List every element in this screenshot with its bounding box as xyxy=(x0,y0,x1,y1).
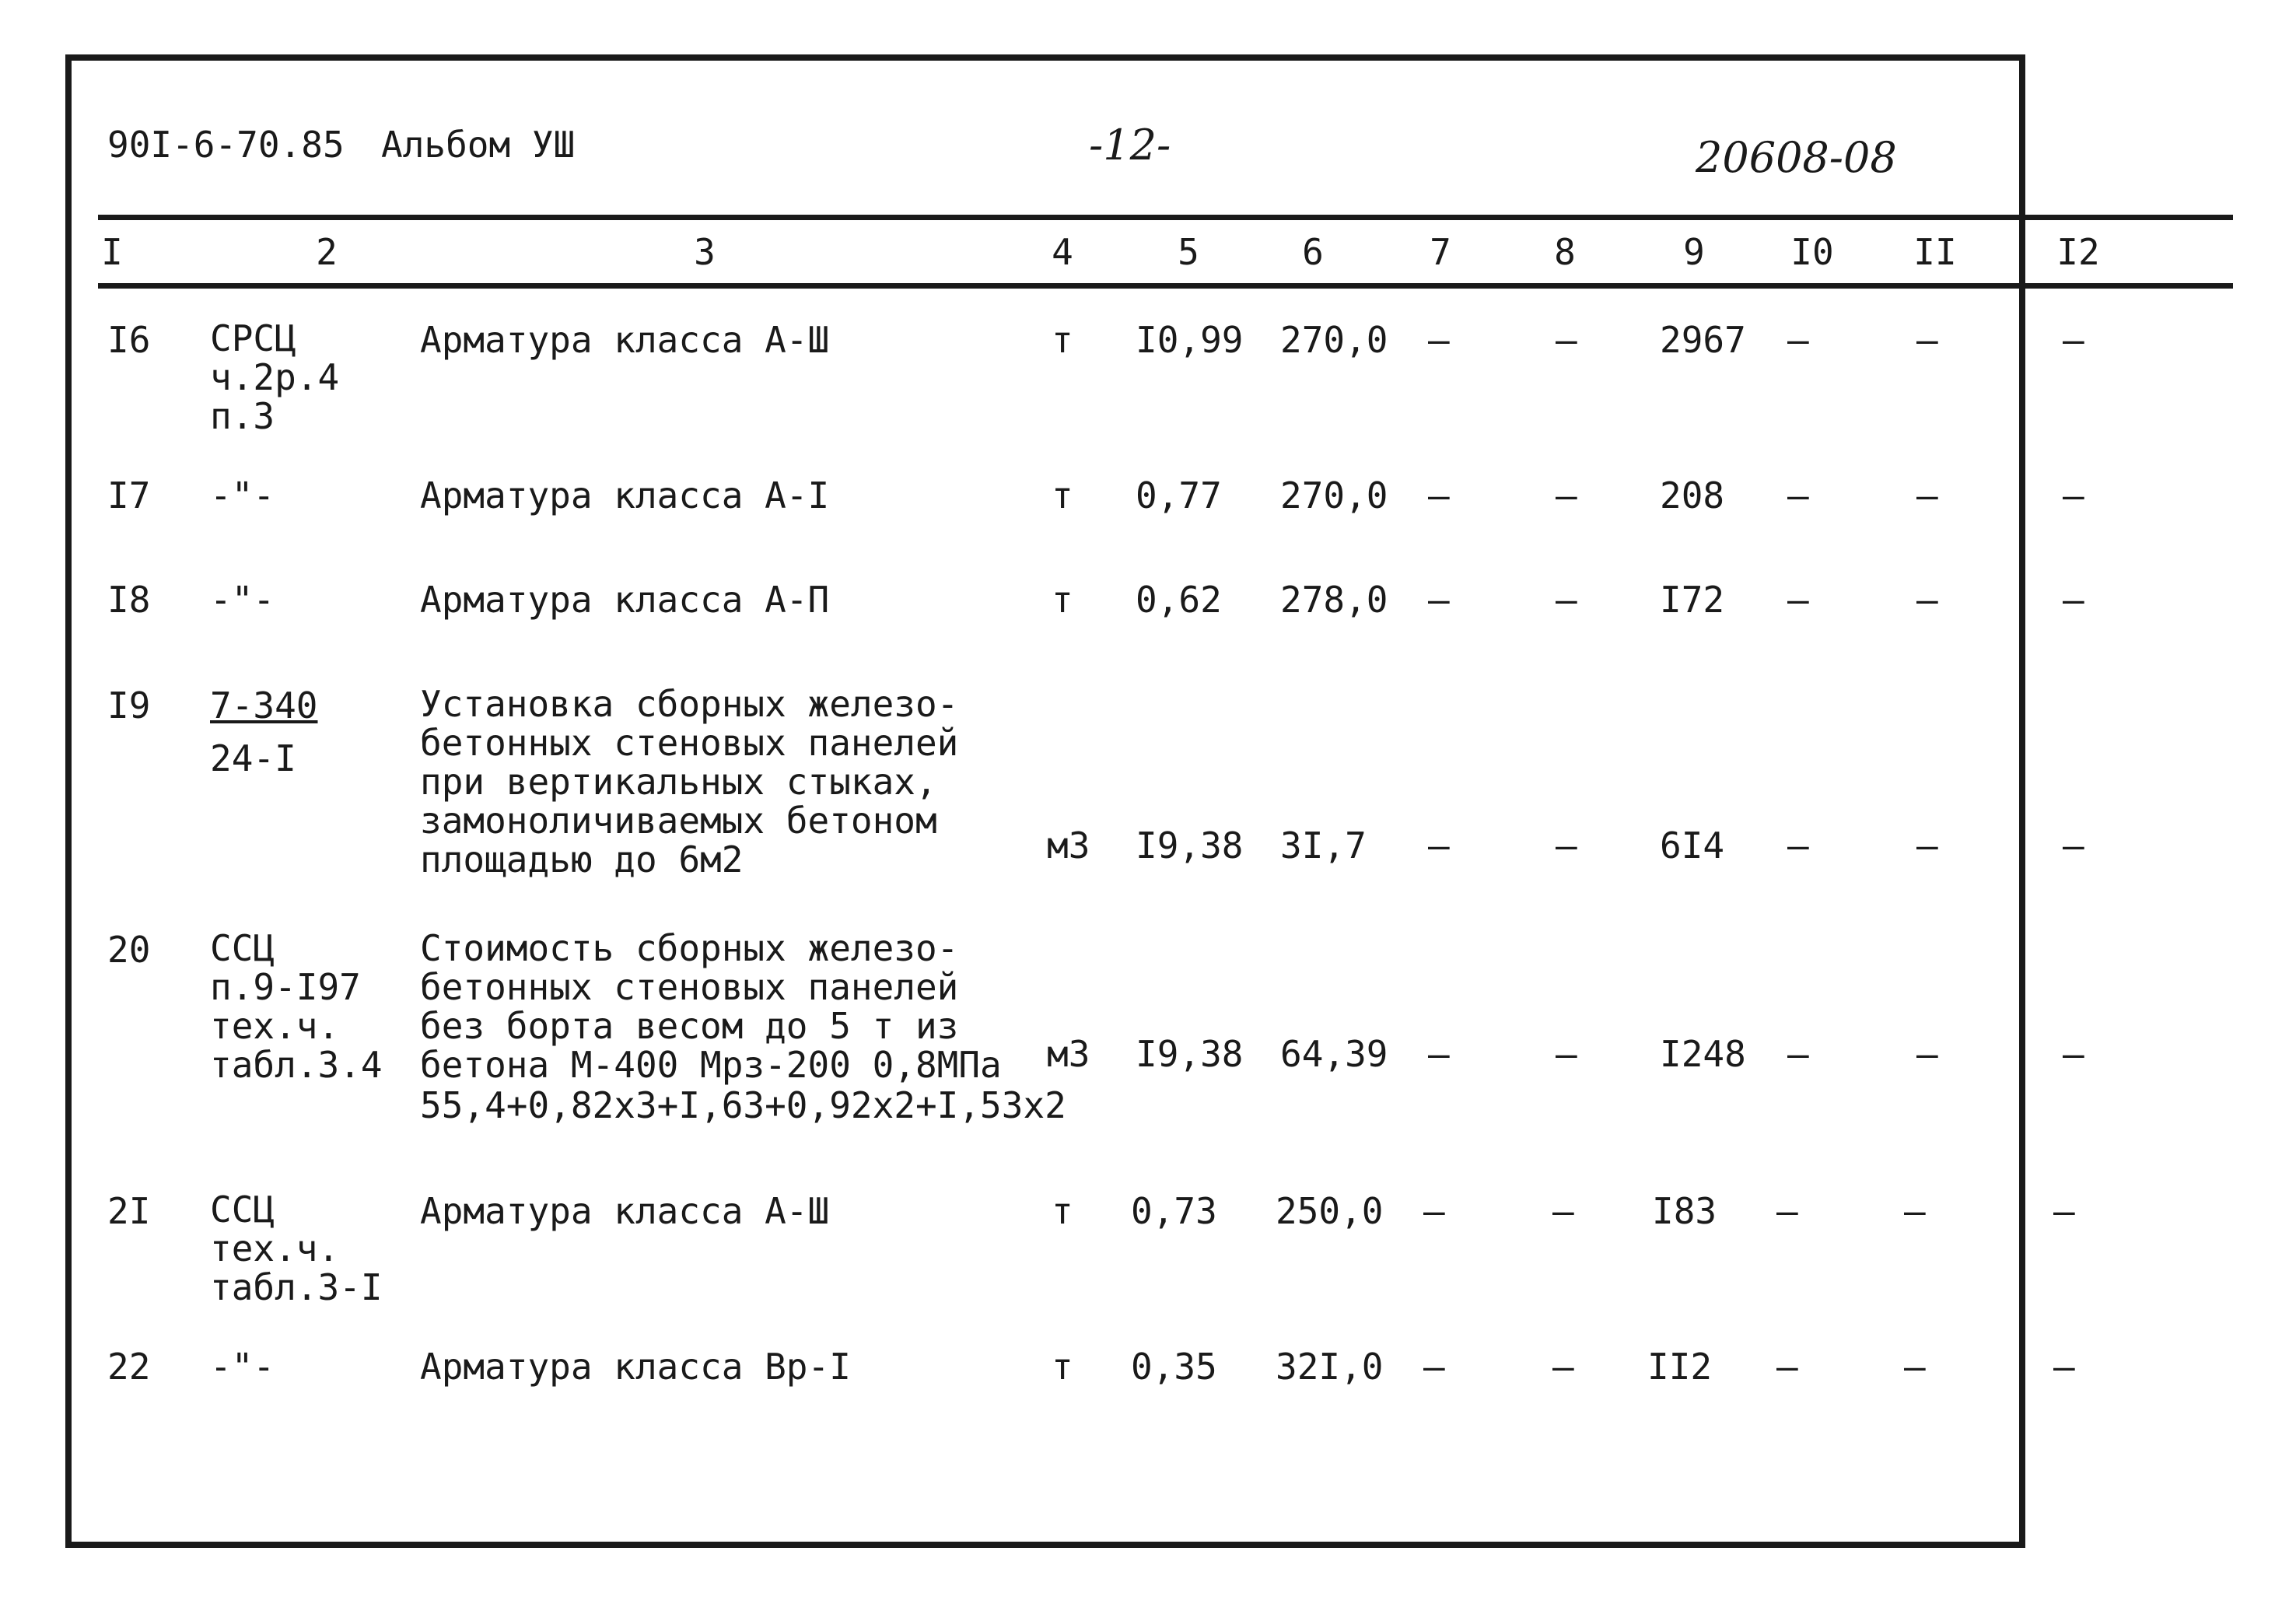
row-number: I7 xyxy=(107,474,151,516)
row-total: 208 xyxy=(1660,474,1725,516)
row-total: 2967 xyxy=(1660,319,1746,361)
row-unit: т xyxy=(1052,579,1073,621)
row-col8: – xyxy=(1552,1190,1574,1232)
row-col12: – xyxy=(2063,825,2084,867)
row-unit: т xyxy=(1052,1346,1073,1388)
col-header-7: 7 xyxy=(1430,231,1451,273)
row-col12: – xyxy=(2063,319,2084,361)
col-header-4: 4 xyxy=(1052,231,1073,273)
row-col11: – xyxy=(1916,474,1938,516)
row-unit-price: 270,0 xyxy=(1280,319,1388,361)
row-reference-numerator: 7-340 xyxy=(210,684,318,726)
row-col11: – xyxy=(1916,1033,1938,1075)
row-number: 2I xyxy=(107,1190,151,1232)
row-unit: т xyxy=(1052,474,1073,516)
row-col11: – xyxy=(1916,579,1938,621)
doc-code: 90I-6-70.85 xyxy=(107,124,345,166)
row-unit: т xyxy=(1052,1190,1073,1232)
row-total: II2 xyxy=(1647,1346,1713,1388)
col-header-12: I2 xyxy=(2056,231,2100,273)
row-number: 22 xyxy=(107,1346,151,1388)
col-header-1: I xyxy=(101,231,123,273)
row-reference-denominator: 24-I xyxy=(210,737,296,779)
row-total: I72 xyxy=(1660,579,1725,621)
row-description: Арматура класса А-I xyxy=(420,474,830,516)
row-formula: 55,4+0,82х3+I,63+0,92х2+I,53х2 xyxy=(420,1084,1066,1126)
row-col8: – xyxy=(1552,1346,1574,1388)
row-reference: СРСЦ ч.2р.4 п.3 xyxy=(210,317,340,437)
row-total: 6I4 xyxy=(1660,825,1725,867)
col-header-3: 3 xyxy=(694,231,716,273)
row-col10: – xyxy=(1787,825,1809,867)
row-quantity: 0,73 xyxy=(1131,1190,1217,1232)
row-quantity: I0,99 xyxy=(1136,319,1244,361)
row-col7: – xyxy=(1428,319,1450,361)
row-reference: -"- xyxy=(210,474,275,516)
row-number: 20 xyxy=(107,929,151,971)
row-unit-price: 278,0 xyxy=(1280,579,1388,621)
header-rule-bottom xyxy=(98,283,2233,289)
row-col7: – xyxy=(1428,474,1450,516)
row-quantity: I9,38 xyxy=(1136,1033,1244,1075)
row-description: Арматура класса А-П xyxy=(420,579,830,621)
row-col11: – xyxy=(1916,319,1938,361)
row-col11: – xyxy=(1916,825,1938,867)
row-col10: – xyxy=(1776,1190,1798,1232)
row-col8: – xyxy=(1556,474,1577,516)
row-total: I83 xyxy=(1652,1190,1717,1232)
row-quantity: 0,35 xyxy=(1131,1346,1217,1388)
col-header-6: 6 xyxy=(1302,231,1324,273)
col-header-9: 9 xyxy=(1683,231,1705,273)
row-unit: м3 xyxy=(1047,1033,1090,1075)
row-col10: – xyxy=(1787,579,1809,621)
row-reference: -"- xyxy=(210,1346,275,1388)
row-col11: – xyxy=(1904,1346,1926,1388)
row-col8: – xyxy=(1556,319,1577,361)
row-unit-price: 3I,7 xyxy=(1280,825,1367,867)
row-col12: – xyxy=(2063,1033,2084,1075)
page-number: -12- xyxy=(1089,121,1171,170)
row-col10: – xyxy=(1787,319,1809,361)
row-col12: – xyxy=(2053,1346,2075,1388)
row-unit-price: 64,39 xyxy=(1280,1033,1388,1075)
row-col8: – xyxy=(1556,825,1577,867)
handwritten-code: 20608-08 xyxy=(1696,133,1897,182)
col-header-5: 5 xyxy=(1178,231,1199,273)
row-col8: – xyxy=(1556,579,1577,621)
row-reference: ССЦ тех.ч. табл.3-I xyxy=(210,1189,383,1308)
row-col12: – xyxy=(2063,474,2084,516)
row-unit-price: 32I,0 xyxy=(1276,1346,1384,1388)
row-description: Арматура класса А-Ш xyxy=(420,319,830,361)
row-unit: м3 xyxy=(1047,825,1090,867)
row-col12: – xyxy=(2053,1190,2075,1232)
row-col10: – xyxy=(1787,474,1809,516)
row-number: I8 xyxy=(107,579,151,621)
row-unit: т xyxy=(1052,319,1073,361)
row-col7: – xyxy=(1428,1033,1450,1075)
row-quantity: I9,38 xyxy=(1136,825,1244,867)
row-number: I6 xyxy=(107,319,151,361)
row-col7: – xyxy=(1428,825,1450,867)
row-description: Стоимость сборных железо- бетонных стеновых панелей без борта весом до 5 т из бетона М-400 Мрз-200 0,8МПа xyxy=(420,927,1002,1086)
row-reference: ССЦ п.9-I97 тех.ч. табл.3.4 xyxy=(210,927,383,1086)
row-col12: – xyxy=(2063,579,2084,621)
row-col10: – xyxy=(1776,1346,1798,1388)
row-col7: – xyxy=(1423,1346,1445,1388)
row-description: Арматура класса А-Ш xyxy=(420,1190,830,1232)
col-header-2: 2 xyxy=(316,231,338,273)
row-col8: – xyxy=(1556,1033,1577,1075)
row-col10: – xyxy=(1787,1033,1809,1075)
row-unit-price: 250,0 xyxy=(1276,1190,1384,1232)
col-header-8: 8 xyxy=(1554,231,1576,273)
row-reference: -"- xyxy=(210,579,275,621)
row-unit-price: 270,0 xyxy=(1280,474,1388,516)
row-total: I248 xyxy=(1660,1033,1746,1075)
page-frame xyxy=(65,54,2025,1548)
row-description: Арматура класса Вр-I xyxy=(420,1346,851,1388)
row-col11: – xyxy=(1904,1190,1926,1232)
row-col7: – xyxy=(1428,579,1450,621)
row-description: Установка сборных железо- бетонных стеновых панелей при вертикальных стыках, замоноличиваемых бетоном площадью до 6м2 xyxy=(420,683,959,881)
header-rule-top xyxy=(98,215,2233,220)
row-col7: – xyxy=(1423,1190,1445,1232)
col-header-10: I0 xyxy=(1790,231,1834,273)
row-number: I9 xyxy=(107,684,151,726)
album-label: Альбом УШ xyxy=(381,124,576,166)
row-quantity: 0,62 xyxy=(1136,579,1222,621)
row-quantity: 0,77 xyxy=(1136,474,1222,516)
col-header-11: II xyxy=(1913,231,1957,273)
